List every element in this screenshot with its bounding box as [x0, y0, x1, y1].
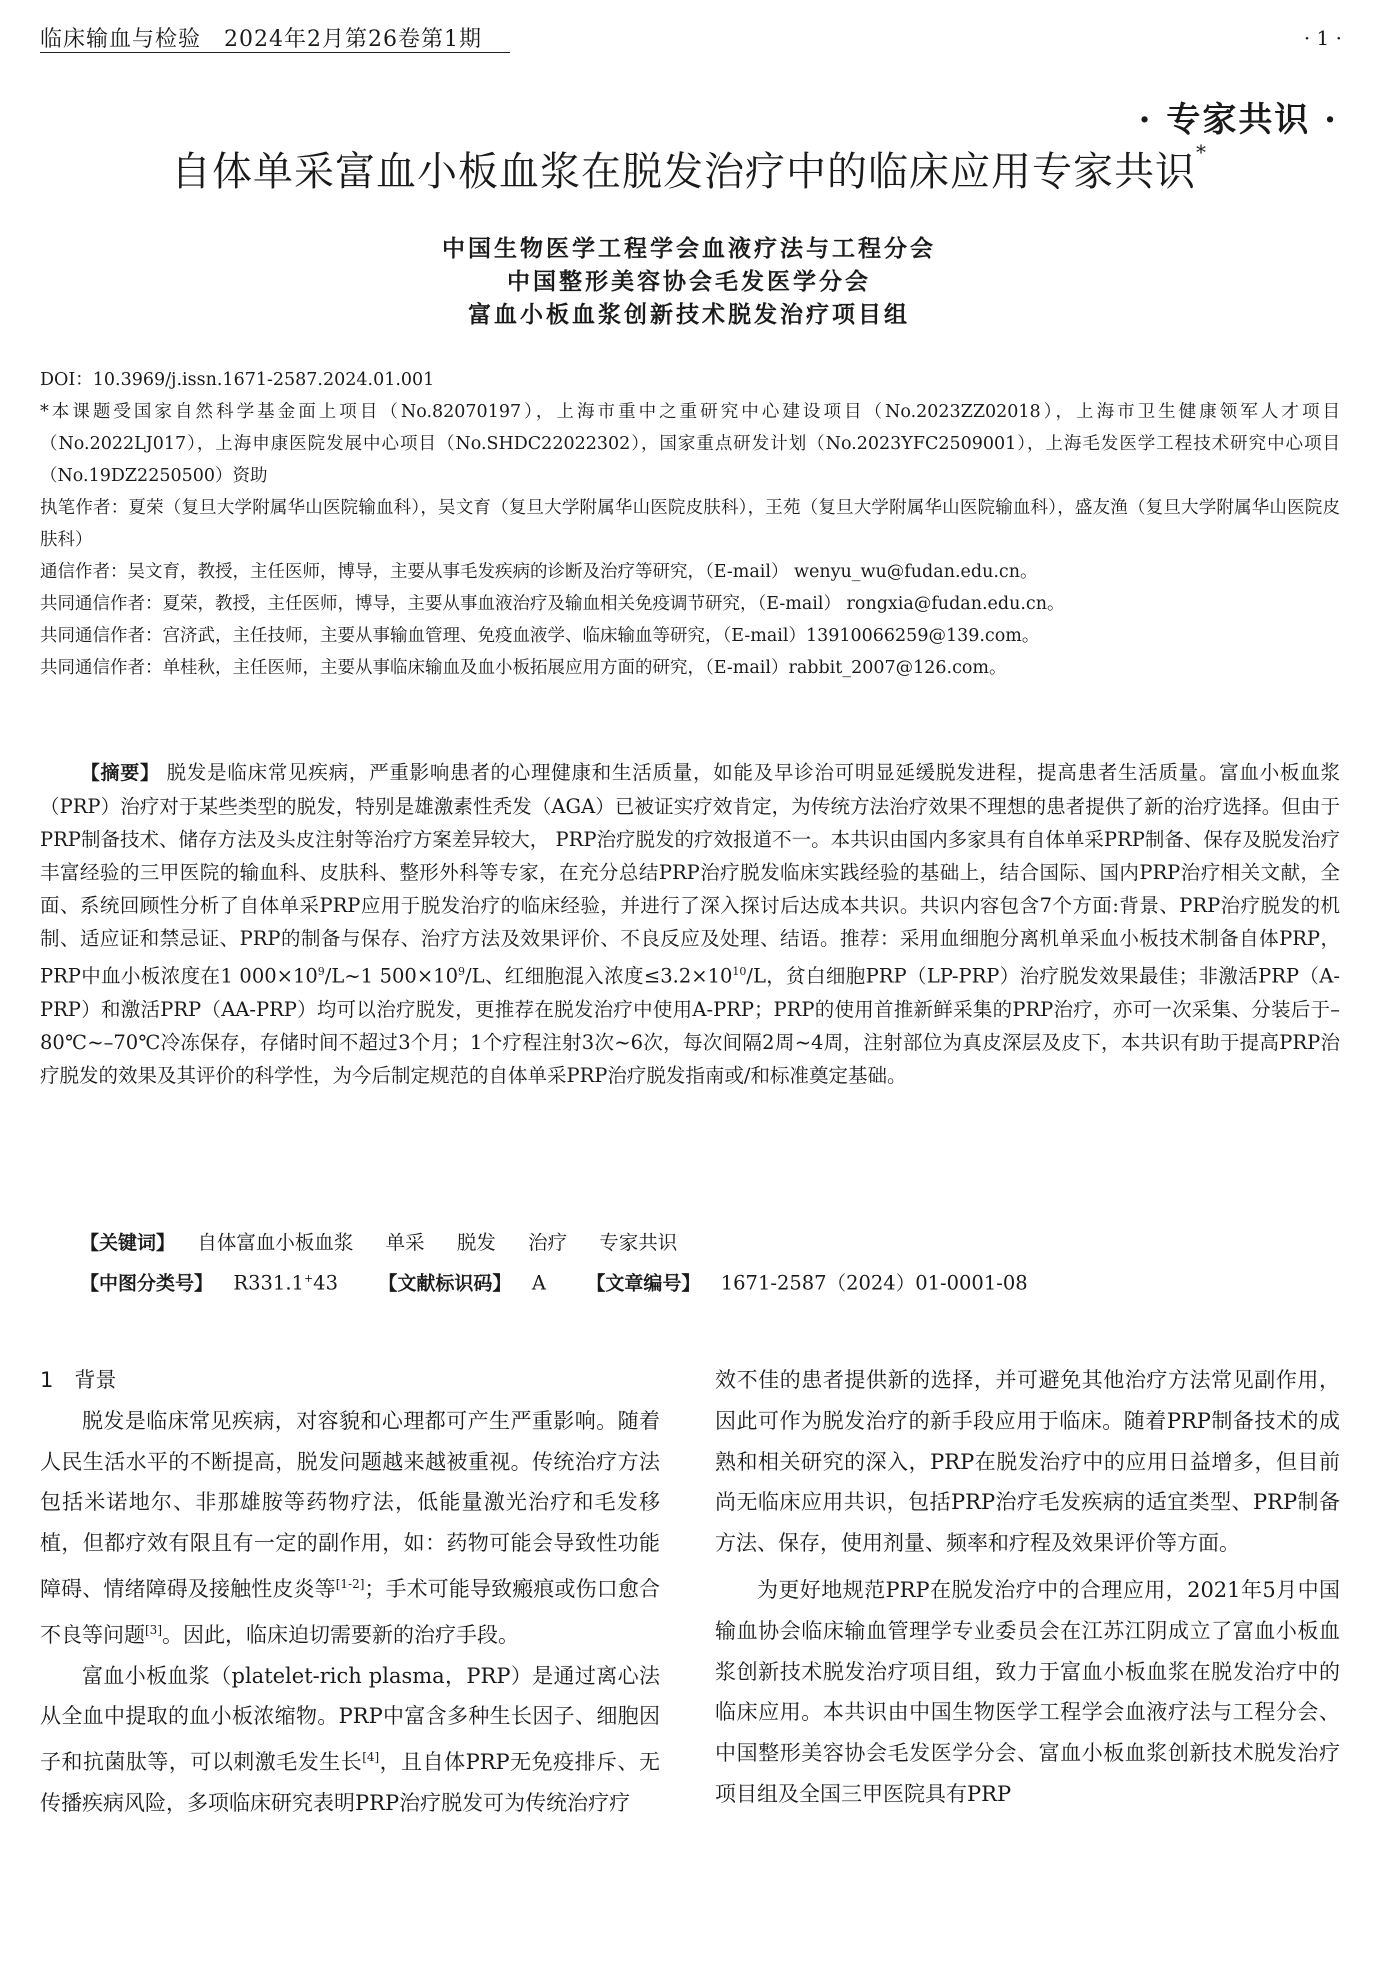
abstract-exponent: 9: [458, 965, 465, 978]
abstract-exponent: 9: [317, 965, 325, 978]
column-tag: · 专家共识 ·: [1138, 100, 1338, 140]
keywords: [40, 1226, 1340, 1260]
body-left-column: [40, 1360, 660, 1824]
classification-line: [40, 1262, 1340, 1301]
title-text: 自体单采富血小板血浆在脱发治疗中的临床应用专家共识: [171, 149, 1196, 195]
keyword: 自体富血小板血浆: [197, 1231, 354, 1254]
article-title: [0, 140, 1378, 197]
title-footnote-mark: *: [1196, 140, 1207, 164]
doi: DOI：10.3969/j.issn.1671-2587.2024.01.001: [40, 370, 435, 390]
body-paragraph: [40, 1656, 660, 1824]
body-paragraph: 效不佳的患者提供新的选择，并可避免其他治疗方法常见副作用，因此可作为脱发治疗的新手段应用于临床。随着PRP制备技术的成熟和相关研究的深入，PRP在脱发治疗中的应用日益增多，但目前尚无临床应用共识，包括PRP治疗毛发疾病的适宜类型、PRP制备方法、保存，使用剂量、频率和疗程及效果评价等方面。: [715, 1368, 1340, 1556]
article-number-value: 1671-2587（2024）01-0001-08: [720, 1271, 1028, 1295]
citation: [1-2]: [335, 1576, 365, 1591]
organization-3: 富血小板血浆创新技术脱发治疗项目组: [468, 301, 910, 328]
section-heading: 1 背景: [40, 1368, 117, 1392]
abstract: [40, 756, 1340, 1092]
clc-label: 【中图分类号】: [80, 1272, 214, 1295]
keyword: 治疗: [528, 1231, 568, 1254]
doc-code-label: 【文献标识码】: [378, 1272, 512, 1295]
journal-header: 临床输血与检验 2024年2月第26卷第1期: [40, 27, 482, 52]
authors: 执笔作者：夏荣（复旦大学附属华山医院输血科），吴文育（复旦大学附属华山医院皮肤科），王苑（复旦大学附属华山医院输血科），盛友渔（复旦大学附属华山医院皮肤科）: [40, 498, 1340, 550]
keyword: 脱发: [456, 1231, 496, 1254]
abstract-label: 【摘要】: [80, 762, 160, 784]
abstract-text: /L，贫白细胞PRP（LP-PRP）治疗脱发效果最佳；非激活PRP（A-PRP）和激活PRP（AA-PRP）均可以治疗脱发，更推荐在脱发治疗中使用A-PRP；PRP的使用首推新鲜采集的PRP治疗，亦可一次采集、分装后于–80℃~–70℃冷冻保存，存储时间不超过3个月；1个疗程注射3次~6次，每次间隔2周~4周，注射部位为真皮深层及皮下，本共识有助于提高PRP治疗脱发的效果及其评价的科学性，为今后制定规范的自体单采PRP治疗脱发指南或/和标准奠定基础。: [40, 964, 1340, 1087]
abstract-exponent: 10: [732, 965, 747, 978]
clc-value: R331.1: [233, 1271, 304, 1295]
citation: [4]: [362, 1750, 380, 1765]
keywords-label: 【关键词】: [80, 1232, 176, 1254]
doc-code-value: A: [531, 1271, 546, 1295]
paragraph-text: 。因此，临床迫切需要新的治疗手段。: [162, 1622, 519, 1647]
body-paragraph: [40, 1401, 660, 1656]
page-number: · 1 ·: [1303, 26, 1342, 50]
organization-1: 中国生物医学工程学会血液疗法与工程分会: [442, 235, 936, 262]
clc-tail: 43: [313, 1271, 338, 1295]
clc-sup: +: [303, 1272, 314, 1285]
paragraph-text: 富血小板血浆（platelet-rich plasma，PRP）是通过离心法从全血中提取的血小板浓缩物。PRP中富含多种生长因子、细胞因子和抗菌肽等，可以刺激毛发生长: [40, 1663, 660, 1775]
co-corresponding-author: 共同通信作者：单桂秋，主任医师，主要从事临床输血及血小板拓展应用方面的研究，（E-mail）rabbit_2007@126.com。: [40, 658, 1007, 678]
abstract-text: /L、红细胞混入浓度≤3.2×10: [465, 964, 733, 988]
paragraph-text: 脱发是临床常见疾病，对容貌和心理都可产生严重影响。随着人民生活水平的不断提高，脱发问题越来越被重视。传统治疗方法包括米诺地尔、非那雄胺等药物疗法，低能量激光治疗和毛发移植，但都疗效有限且有一定的副作用，如：药物可能会导致性功能障碍、情绪障碍及接触性皮炎等: [40, 1408, 660, 1601]
paragraph-text: ；手术可能导致瘢痕或伤口愈合不良等问题: [40, 1576, 660, 1647]
keyword: 专家共识: [599, 1231, 678, 1254]
body-right-column: [715, 1360, 1340, 1815]
organization-2: 中国整形美容协会毛发医学分会: [507, 268, 871, 295]
meta-block: [40, 364, 1340, 684]
body-paragraph: 为更好地规范PRP在脱发治疗中的合理应用，2021年5月中国输血协会临床输血管理学专业委员会在江苏江阴成立了富血小板血浆创新技术脱发治疗项目组，致力于富血小板血浆在脱发治疗中的临床应用。本共识由中国生物医学工程学会血液疗法与工程分会、中国整形美容协会毛发医学分会、富血小板血浆创新技术脱发治疗项目组及全国三甲医院具有PRP: [715, 1577, 1340, 1806]
citation: [3]: [145, 1622, 162, 1637]
abstract-text: /L~1 500×10: [324, 964, 458, 988]
abstract-text: 脱发是临床常见疾病，严重影响患者的心理健康和生活质量，如能及早诊治可明显延缓脱发进程，提高患者生活质量。富血小板血浆（PRP）治疗对于某些类型的脱发，特别是雄激素性秃发（AGA）已被证实疗效肯定，为传统方法治疗效果不理想的患者提供了新的治疗选择。但由于PRP制备技术、储存方法及头皮注射等治疗方案差异较大， PRP治疗脱发的疗效报道不一。本共识由国内多家具有自体单采PRP制备、保存及脱发治疗丰富经验的三甲医院的输血科、皮肤科、整形外科等专家，在充分总结PRP治疗脱发临床实践经验的基础上，结合国际、国内PRP治疗相关文献，全面、系统回顾性分析了自体单采PRP应用于脱发治疗的临床经验，并进行了深入探讨后达成本共识。共识内容包含7个方面:背景、PRP治疗脱发的机制、适应证和禁忌证、PRP的制备与保存、治疗方法及效果评价、不良反应及处理、结语。推荐：采用血细胞分离机单采血小板技术制备自体PRP，PRP中血小板浓度在1 000×10: [40, 761, 1340, 988]
corresponding-author: 通信作者：吴文育，教授，主任医师，博导，主要从事毛发疾病的诊断及治疗等研究，（E-mail） wenyu_wu@fudan.edu.cn。: [40, 562, 1038, 582]
co-corresponding-author: 共同通信作者：宫济武，主任技师，主要从事输血管理、免疫血液学、临床输血等研究，（E-mail）13910066259@139.com。: [40, 626, 1040, 646]
keyword: 单采: [385, 1231, 425, 1254]
funding-note: *本课题受国家自然科学基金面上项目（No.82070197），上海市重中之重研究中心建设项目（No.2023ZZ02018），上海市卫生健康领军人才项目（No.2022LJ017），上海申康医院发展中心项目（No.SHDC22022302），国家重点研发计划（No.2023YFC2509001），上海毛发医学工程技术研究中心项目（No.19DZ2250500）资助: [40, 402, 1340, 486]
co-corresponding-author: 共同通信作者：夏荣，教授，主任医师，博导，主要从事血液治疗及输血相关免疫调节研究，（E-mail） rongxia@fudan.edu.cn。: [40, 594, 1065, 614]
article-number-label: 【文章编号】: [586, 1272, 701, 1295]
paragraph-text: ，且自体PRP无免疫排斥、无传播疾病风险，多项临床研究表明PRP治疗脱发可为传统治疗疗: [40, 1750, 661, 1815]
header-rule: [40, 52, 510, 53]
